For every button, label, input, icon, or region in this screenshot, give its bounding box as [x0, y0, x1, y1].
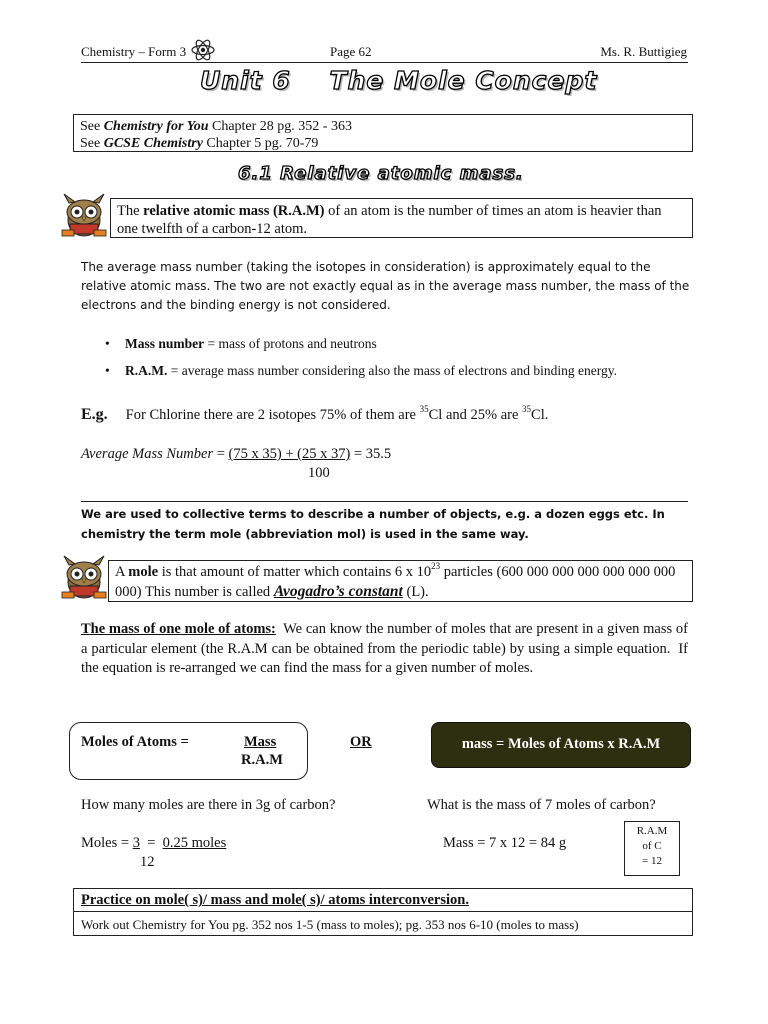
answer-moles [81, 835, 226, 852]
ref1-prefix: See [80, 119, 104, 134]
practice-divider [73, 911, 693, 912]
answer-moles-numerator: 3 [132, 835, 140, 851]
bullet-term: Mass number [125, 336, 205, 351]
mass-paragraph-text: We can know the number of moles that are present in a given mass of a particular element (the R.A.M can be obtained from the periodic table) by using a simple equation. If the equation is re-arranged we can find the mass for a given number of moles. [81, 621, 692, 676]
answer-moles-denominator: 12 [140, 854, 155, 870]
ram-rest: of an atom is the number of times an atom is heavier than one twelfth of a carbon-12 atom. [117, 203, 662, 237]
bullet-mass-number: • Mass number = mass of protons and neutrons [105, 336, 377, 351]
ram-definition-box [110, 198, 693, 238]
owl-mascot-icon [58, 190, 110, 240]
ram-term: relative atomic mass (R.A.M) [143, 203, 325, 219]
moles-formula-label: Moles of Atoms = [81, 734, 189, 750]
practice-title: Practice on mole( s)/ mass and mole( s)/ atoms interconversion. [81, 892, 469, 908]
mole-text-b: is that amount of matter which contains 6 x 10 [158, 564, 432, 580]
answer-moles-result: 0.25 moles [162, 835, 227, 851]
or-label: OR [350, 734, 372, 750]
ref2-book: GCSE Chemistry [103, 136, 203, 151]
equation-result: = 35.5 [350, 446, 392, 462]
references-box [73, 114, 693, 152]
ram-of-carbon-box [624, 821, 680, 876]
example-chlorine [81, 406, 548, 424]
bullet-text: = average mass number considering also the mass of electrons and binding energy. [167, 363, 617, 378]
section-title: 6.1 Relative atomic mass. [238, 163, 524, 184]
answer-mass: Mass = 7 x 12 = 84 g [443, 835, 567, 851]
ram-of-c-line: of C [642, 840, 662, 852]
header-teacher: Ms. R. Buttigieg [600, 44, 687, 59]
ram-of-c-line: = 12 [642, 855, 662, 867]
example-text-a: For Chlorine there are 2 isotopes 75% of them are [125, 407, 420, 423]
header-course: Chemistry – Form 3 [81, 44, 187, 59]
example-text-c: Cl. [531, 407, 549, 423]
collective-terms-note: We are used to collective terms to describe a number of objects, e.g. a dozen eggs etc. In chemistry the term mole (abbreviation mol) is used in the same way. [81, 507, 665, 541]
ram-of-c-line: R.A.M [636, 825, 668, 837]
ref1-rest: Chapter 28 pg. 352 - 363 [208, 119, 352, 134]
moles-formula-denominator: R.A.M [241, 752, 283, 768]
practice-text: Work out Chemistry for You pg. 352 nos 1-5 (mass to moles); pg. 353 nos 6-10 (moles to mass) [81, 917, 579, 932]
ref1-book: Chemistry for You [103, 119, 209, 134]
mole-definition-box [108, 560, 693, 602]
example-label: E.g. [81, 406, 108, 423]
unit-title: Unit 6 The Mole Concept [200, 66, 598, 95]
header-page-number: Page 62 [330, 44, 372, 59]
bullet-text: = mass of protons and neutrons [204, 336, 377, 351]
mass-of-one-mole-paragraph [81, 620, 692, 679]
moles-formula-box [69, 722, 308, 780]
atom-icon [190, 38, 216, 62]
ref2-rest: Chapter 5 pg. 70-79 [202, 136, 319, 151]
isotope-sup-2: 35 [522, 404, 532, 414]
question-mass-of-carbon: What is the mass of 7 moles of carbon? [427, 797, 656, 813]
equation-equals: = [213, 446, 229, 462]
isotope-sup-1: 35 [419, 404, 429, 414]
ram-prefix: The [117, 203, 144, 219]
question-moles-of-carbon: How many moles are there in 3g of carbon? [81, 797, 336, 813]
mole-text-c: particles (600 000 000 000 000 000 000 000) This number is called [115, 564, 676, 600]
reference-line-1 [80, 118, 686, 135]
mole-text-d: (L). [402, 584, 429, 600]
bullet-term: R.A.M. [125, 363, 168, 378]
mass-formula-box: mass = Moles of Atoms x R.A.M [431, 722, 691, 768]
mole-exponent: 23 [431, 561, 441, 571]
mole-term: mole [128, 564, 159, 580]
equation-label: Average Mass Number [81, 446, 214, 462]
answer-moles-prefix: Moles = [81, 835, 133, 851]
answer-moles-equals: = [139, 835, 163, 851]
header-divider [81, 62, 688, 63]
ref2-prefix: See [80, 136, 104, 151]
moles-formula-numerator: Mass [244, 734, 277, 750]
average-mass-equation [81, 446, 391, 463]
reference-line-2 [80, 135, 686, 152]
average-mass-paragraph: The average mass number (taking the isotopes in consideration) is approximately equal to the relative atomic mass. The two are not exactly equal as in the average mass number, the mass of the electrons and the binding energy is not considered. [81, 260, 690, 312]
owl-mascot-icon [58, 552, 110, 602]
equation-denominator: 100 [308, 465, 330, 481]
bullet-ram: • R.A.M. = average mass number considering also the mass of electrons and binding energy. [105, 363, 617, 378]
example-text-b: Cl and 25% are [428, 407, 523, 423]
avogadro-constant: Avogadro’s constant [273, 583, 403, 600]
equation-numerator: (75 x 35) + (25 x 37) [228, 446, 351, 462]
mass-paragraph-heading: The mass of one mole of atoms: [81, 621, 276, 637]
mole-text-a: A [115, 564, 129, 580]
note-divider [81, 501, 688, 502]
